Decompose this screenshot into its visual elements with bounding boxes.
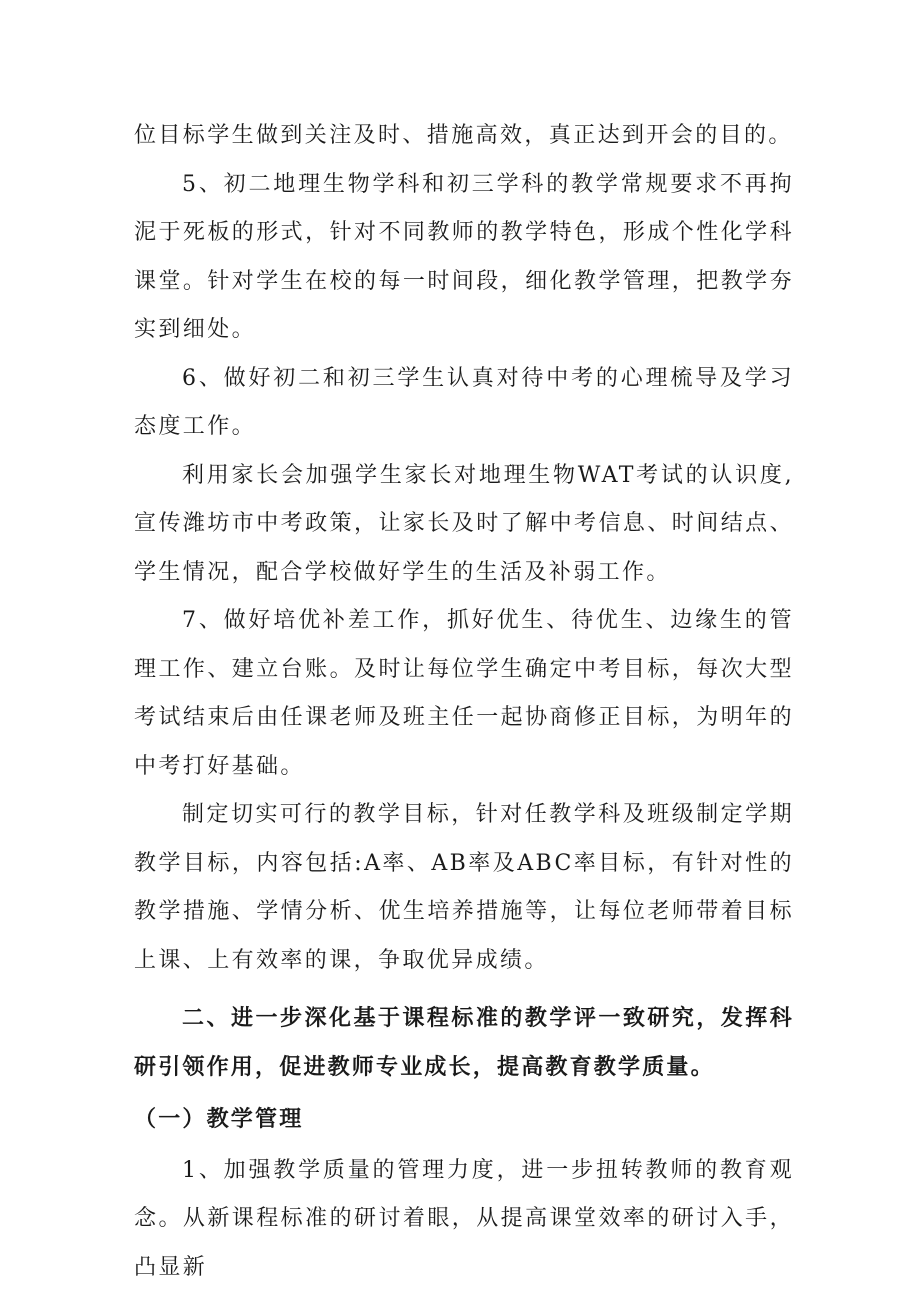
paragraph-item-1: 1、加强教学质量的管理力度，进一步扭转教师的教育观念。从新课程标准的研讨着眼，从提高课堂效率的研讨入手，凸显新: [134, 1157, 794, 1280]
paragraph-continuation: 位目标学生做到关注及时、措施高效，真正达到开会的目的。: [134, 123, 793, 148]
paragraph-item-5: 5、初二地理生物学科和初三学科的教学常规要求不再拘泥于死板的形式，针对不同教师的教学特色，形成个性化学科课堂。针对学生在校的每一时间段，细化教学管理，把教学夯实到细处。: [134, 171, 794, 342]
section-heading-2: 二、进一步深化基于课程标准的教学评一致研究，发挥科研引领作用，促进教师专业成长，提高教育教学质量。: [134, 1006, 794, 1080]
paragraph-item-6: 6、做好初二和初三学生认真对待中考的心理梳导及学习态度工作。: [134, 365, 794, 439]
paragraph-teaching-goals: 制定切实可行的教学目标，针对任教学科及班级制定学期教学目标，内容包括:A率、AB率及ABC率目标，有针对性的教学措施、学情分析、优生培养措施等，让每位老师带着目标上课、上有效率的课，争取优异成绩。: [134, 802, 794, 973]
paragraph-parents-meeting: 利用家长会加强学生家长对地理生物WAT考试的认识度,宣传潍坊市中考政策，让家长及时了解中考信息、时间结点、学生情况，配合学校做好学生的生活及补弱工作。: [134, 462, 794, 585]
paragraph-item-7: 7、做好培优补差工作，抓好优生、待优生、边缘生的管理工作、建立台账。及时让每位学生确定中考目标，每次大型考试结束后由任课老师及班主任一起协商修正目标，为明年的中考打好基础。: [134, 608, 794, 779]
subsection-heading-teaching-management: （一）教学管理: [134, 1107, 304, 1132]
document-page: [134, 112, 794, 1292]
